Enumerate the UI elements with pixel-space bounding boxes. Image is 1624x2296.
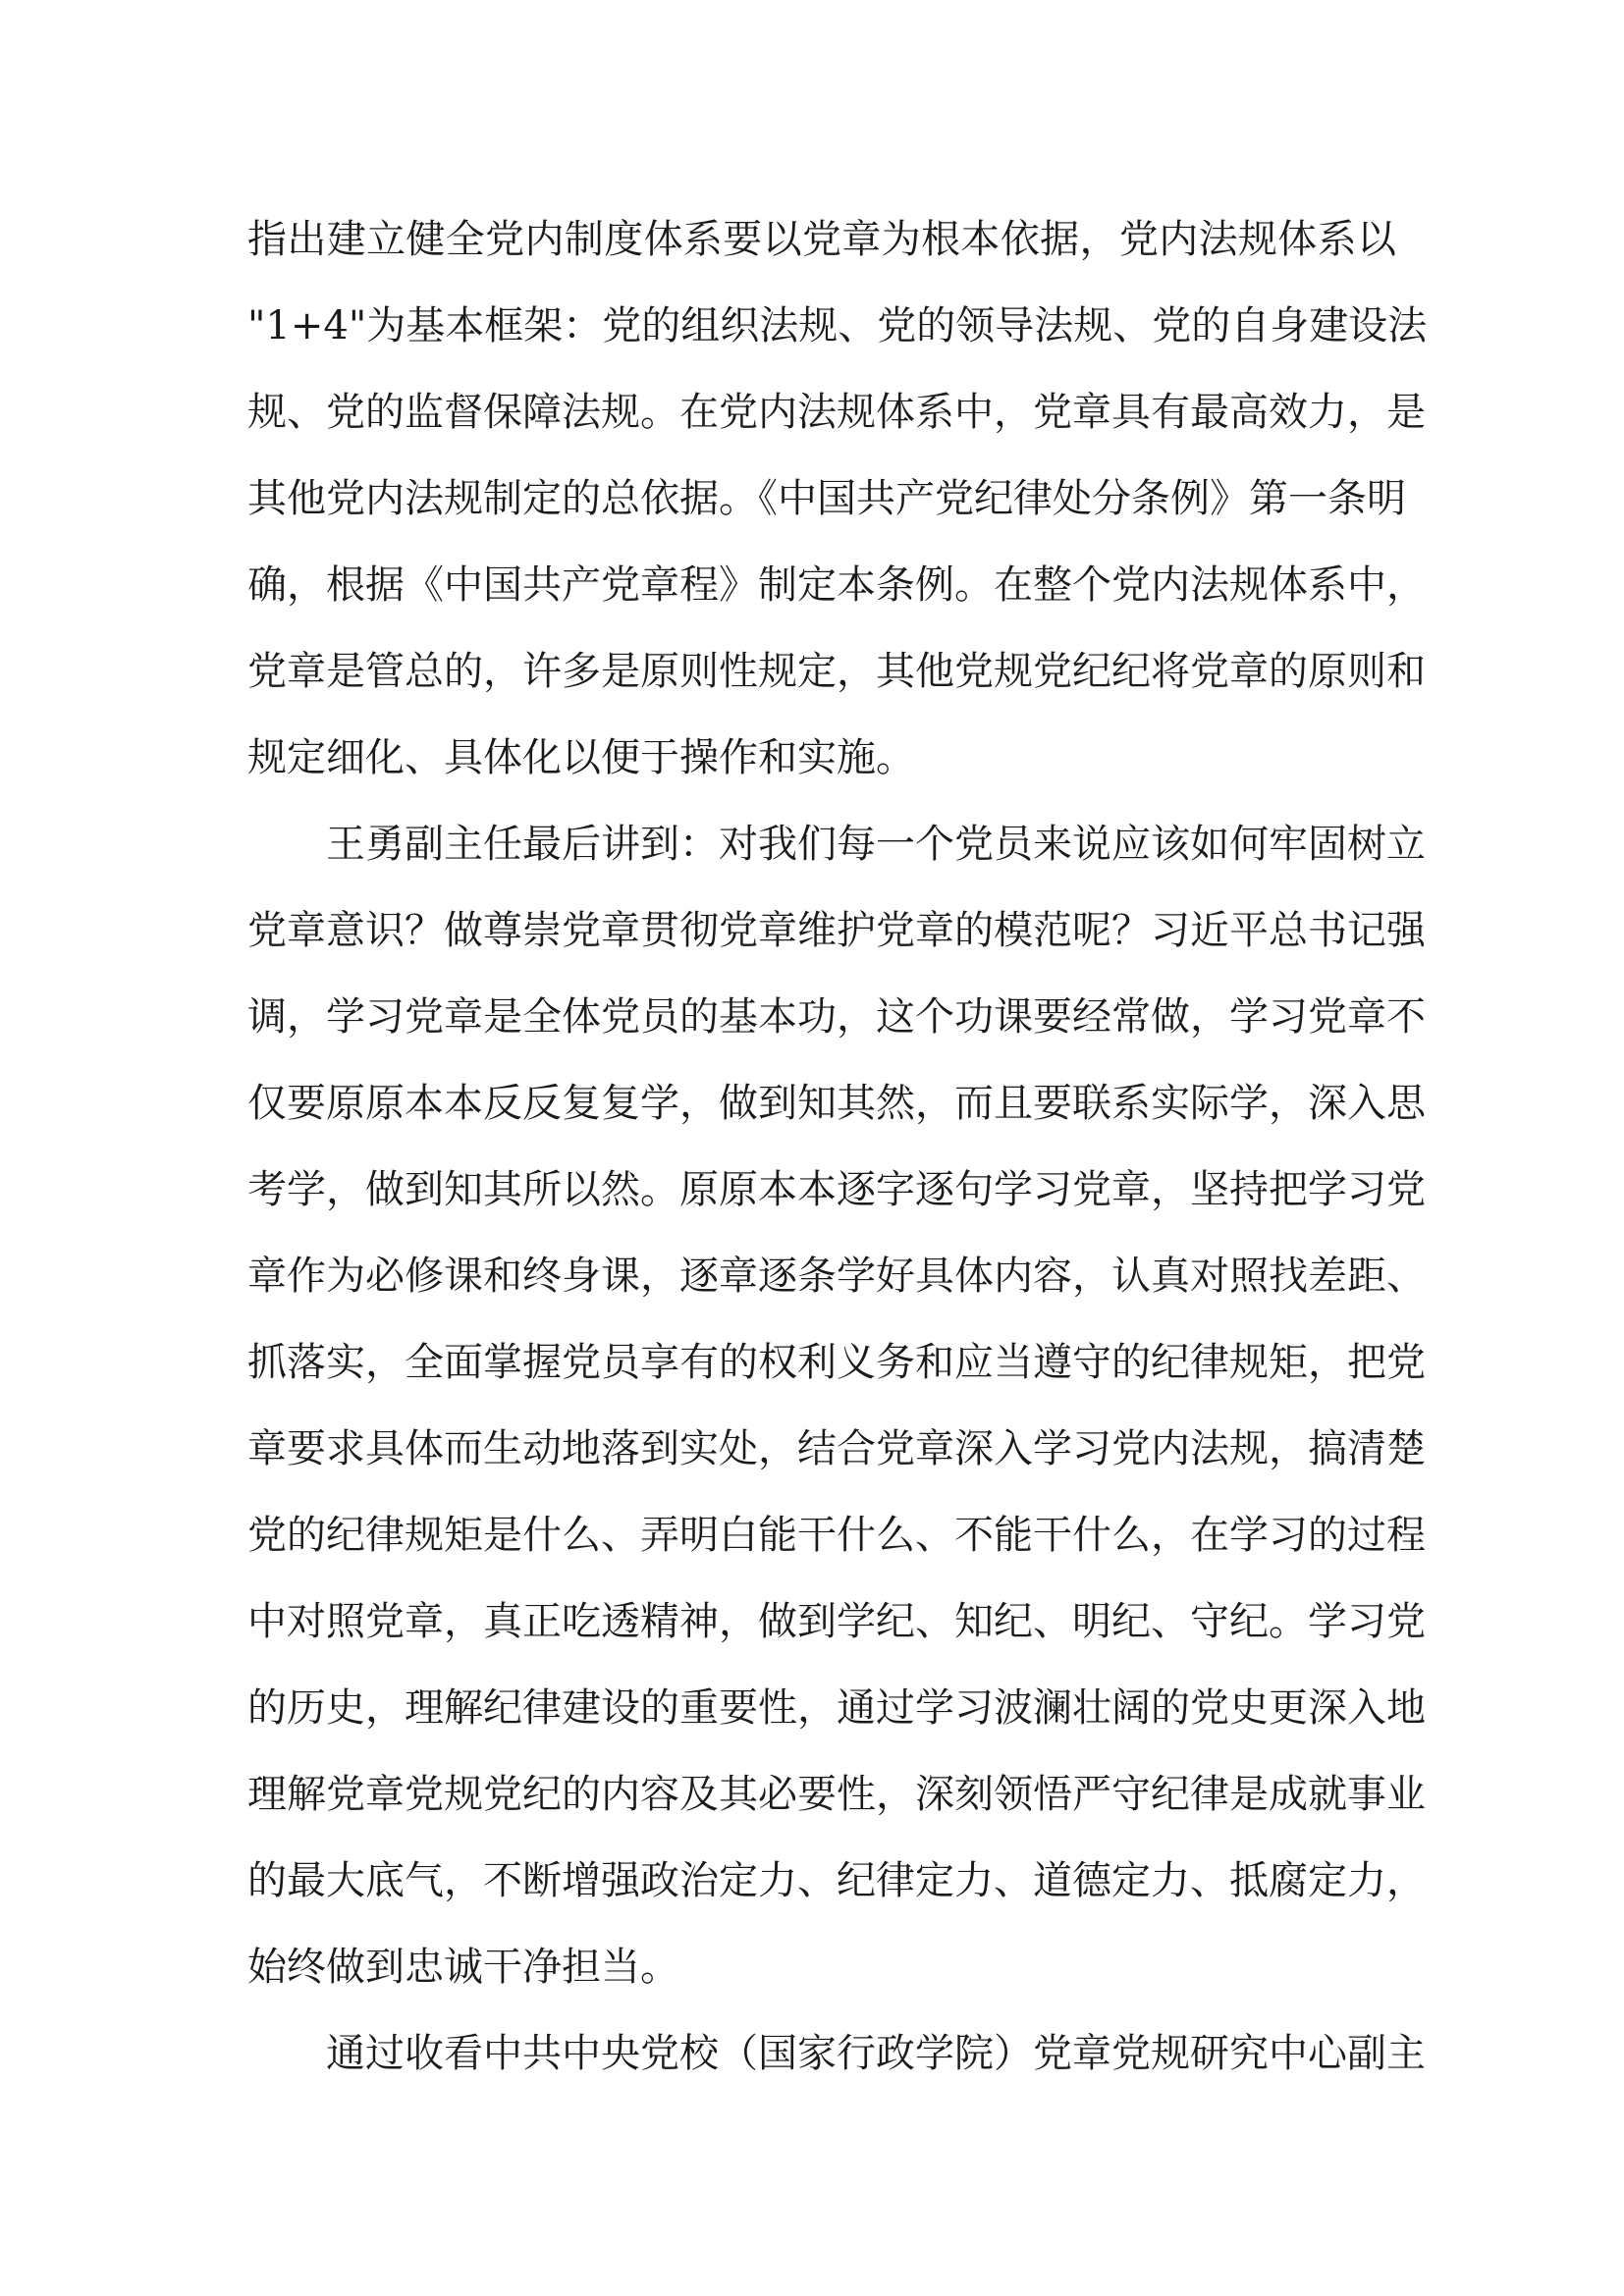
text-line: 调，学习党章是全体党员的基本功，这个功课要经常做，学习党章不 [247, 994, 1426, 1040]
text-line: 规、党的监督保障法规。在党内法规体系中，党章具有最高效力，是 [247, 390, 1426, 435]
text-line: 规定细化、具体化以便于操作和实施。 [247, 735, 915, 780]
text-line: 始终做到忠诚干净担当。 [247, 1945, 679, 1990]
text-line: 章作为必修课和终身课，逐章逐条学好具体内容，认真对照找差距、 [247, 1254, 1426, 1299]
text-line: "1+4"为基本框架：党的组织法规、党的领导法规、党的自身建设法 [247, 303, 1428, 348]
text-line: 指出建立健全党内制度体系要以党章为根本依据，党内法规体系以 [247, 217, 1396, 262]
text-line: 抓落实，全面掌握党员享有的权利义务和应当遵守的纪律规矩，把党 [247, 1340, 1426, 1385]
paragraph-first-line: 通过收看中共中央党校（国家行政学院）党章党规研究中心副主 [326, 2031, 1426, 2076]
text-line: 确，根据《中国共产党章程》制定本条例。在整个党内法规体系中， [247, 562, 1426, 608]
text-line: 中对照党章，真正吃透精神，做到学纪、知纪、明纪、守纪。学习党 [247, 1599, 1426, 1644]
text-line: 章要求具体而生动地落到实处，结合党章深入学习党内法规，搞清楚 [247, 1426, 1426, 1471]
body-text [247, 208, 1428, 2109]
text-line: 理解党章党规党纪的内容及其必要性，深刻领悟严守纪律是成就事业 [247, 1772, 1426, 1817]
text-line: 的最大底气，不断增强政治定力、纪律定力、道德定力、抵腐定力， [247, 1858, 1426, 1903]
text-line: 党章意识？做尊崇党章贯彻党章维护党章的模范呢？习近平总书记强 [247, 908, 1426, 953]
text-line: 其他党内法规制定的总依据。《中国共产党纪律处分条例》第一条明 [247, 476, 1406, 521]
text-line: 考学，做到知其所以然。原原本本逐字逐句学习党章，坚持把学习党 [247, 1167, 1426, 1212]
text-line: 的历史，理解纪律建设的重要性，通过学习波澜壮阔的党史更深入地 [247, 1685, 1426, 1731]
text-line: 党的纪律规矩是什么、弄明白能干什么、不能干什么，在学习的过程 [247, 1513, 1426, 1558]
paragraph-first-line: 王勇副主任最后讲到：对我们每一个党员来说应该如何牢固树立 [326, 822, 1426, 867]
text-line: 党章是管总的，许多是原则性规定，其他党规党纪纪将党章的原则和 [247, 649, 1426, 694]
text-line: 仅要原原本本反反复复学，做到知其然，而且要联系实际学，深入思 [247, 1081, 1426, 1126]
